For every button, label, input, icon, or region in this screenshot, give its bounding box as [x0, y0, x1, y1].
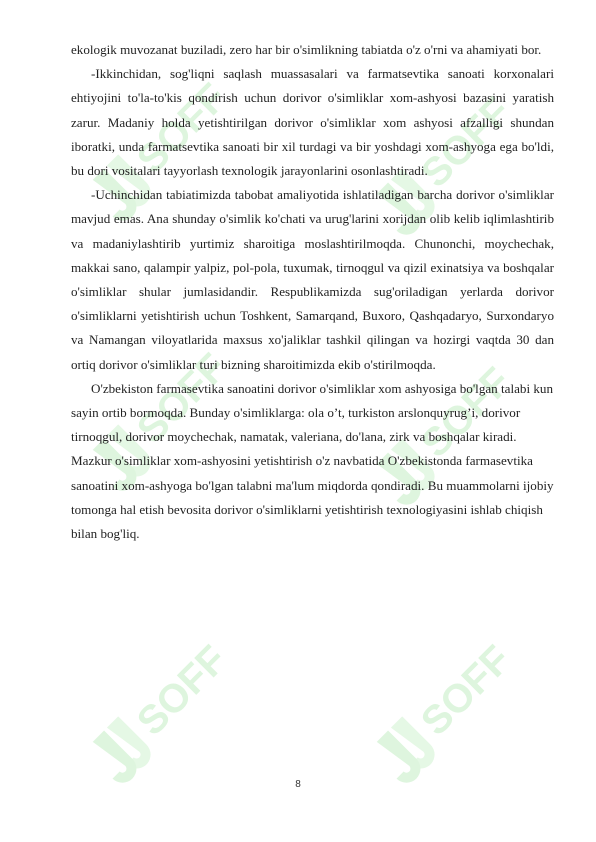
- svg-text:SOFF: SOFF: [412, 89, 520, 196]
- svg-text:SOFF: SOFF: [128, 75, 236, 182]
- document-body: [71, 38, 554, 546]
- svg-text:SOFF: SOFF: [412, 637, 520, 744]
- soff-watermark-logo: [50, 593, 283, 826]
- page-number: 8: [295, 779, 301, 790]
- paragraph: ekologik muvozanat buziladi, zero har bir o'simlikning tabiatda o'z o'rni va ahamiyati bor.: [71, 42, 542, 57]
- paragraph: -Ikkinchidan, sog'liqni saqlash muassasalari va farmatsevtika sanoati korxonalari ehtiyojini to'la-to'kis qondirish uchun dorivor o'simliklar xom-ashyosi bazasini yaratish zarur. Madaniy holda yetishtirilgan dorivor o'simliklar xom ashyosi afzalligi shundan iboratki, unda farmatsevtika sanoati bir xil turdagi va bir yoshdagi xom-ashyoga ega bo'ldi, bu dori vositalari tayyorlash texnologik jarayonlarini osonlashtiradi.: [71, 66, 554, 179]
- svg-text:SOFF: SOFF: [128, 345, 236, 452]
- svg-text:SOFF: SOFF: [412, 359, 520, 466]
- soff-watermark-logo: [334, 593, 567, 826]
- paragraph: -Uchinchidan tabiatimizda tabobat amaliyotida ishlatiladigan barcha dorivor o'simliklar mavjud emas. Ana shunday o'simlik ko'chati va urug'larini xorijdan olib kelib iqlimlashtirib va madaniylashtirib yurtimiz sharoitiga moslashtirilmoqda. Chunonchi, moychechak, makkai sano, qalampir yalpiz, pol-pola, tuxumak, tirnoqgul va qizil exinatsiya va boshqalar o'simliklar shular jumlasidandir. Respublikamizda sug'oriladigan yerlarda dorivor o'simliklarni yetishtirish uchun Toshkent, Samarqand, Buxoro, Qashqadaryo, Surxondaryo va Namangan viloyatlarida maxsus xo'jaliklar tashkil qilingan va hozirgi vaqtda 30 dan ortiq dorivor o'simliklar turi bizning sharoitimizda ekib o'stirilmoqda.: [71, 187, 554, 372]
- paragraph: O'zbekiston farmasevtika sanoatini dorivor o'simliklar xom ashyosiga bo'lgan talabi kun sayin ortib bormoqda. Bunday o'simliklarga: ola o’t, turkiston arslonquyrug’i, dorivor tirnoqgul, dorivor moychechak, namatak, valeriana, do'lana, zirk va boshqalar kiradi. Mazkur o'simliklar xom-ashyosini yetishtirish o'z navbatida O'zbekistonda farmasevtika sanoatini xom-ashyoga bo'lgan talabni ma'lum miqdorda qondiradi. Bu muammolarni ijobiy tomonga hal etish bevosita dorivor o'simliklarni yetishtirish texnologiyasini ishlab chiqish bilan bog'liq.: [71, 380, 554, 542]
- soff-logo-icon: [50, 593, 283, 826]
- soff-logo-icon: [334, 593, 567, 826]
- svg-text:SOFF: SOFF: [128, 637, 236, 744]
